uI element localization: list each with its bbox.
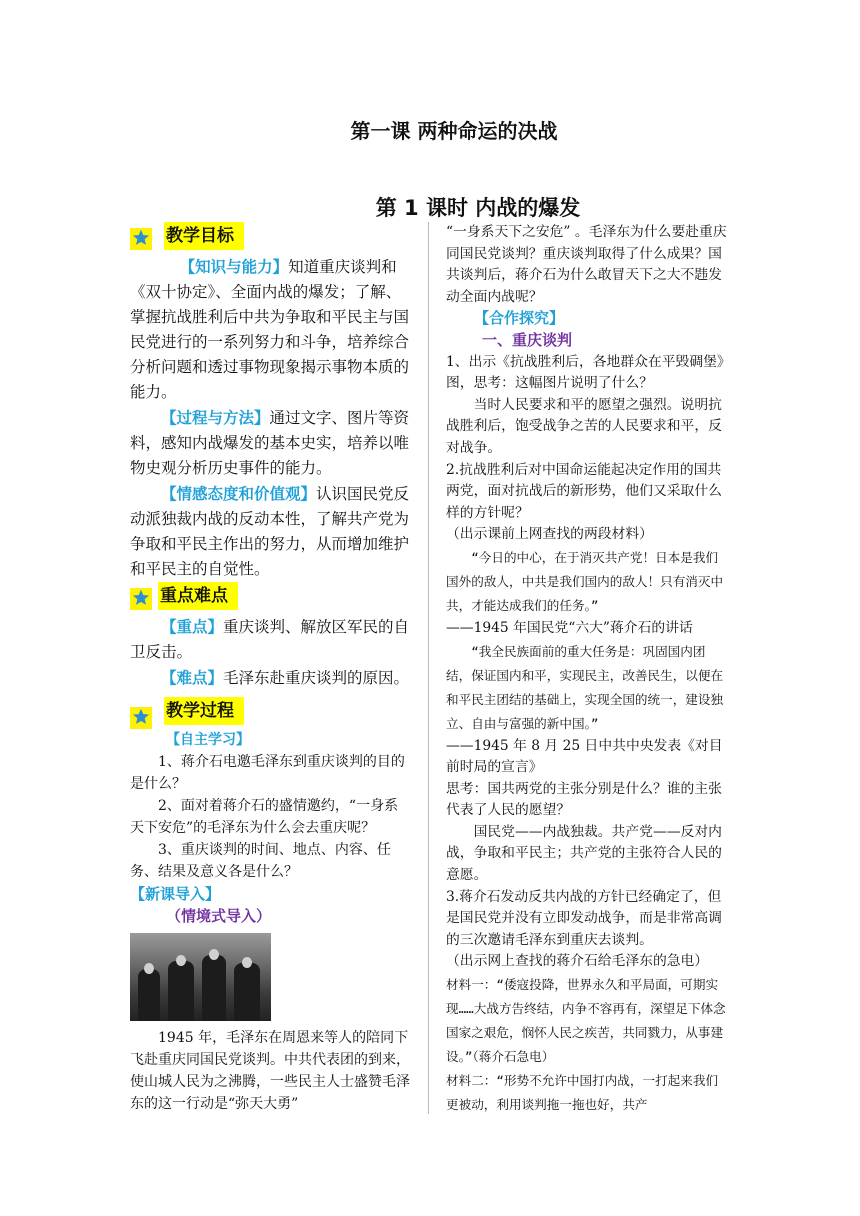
think-question: 思考：国共两党的主张分别是什么？谁的主张代表了人民的愿望？ [446,780,722,819]
self-study-label: 【自主学习】 [166,732,250,748]
intro-sub: （情境式导入） [166,907,272,925]
left-column [130,222,410,1115]
quote-2: “我全民族面前的重大任务是：巩固国内团结，保证国内和平，实现民主，改善民生，以便在和平民主团结的基础上，实现全国的统一，建设独立、自由与富强的新中国。” [446,643,724,731]
star-icon [130,707,152,729]
section1-heading: 一、重庆谈判 [482,330,573,349]
difficulty: 【难点】毛泽东赴重庆谈判的原因。 [161,668,410,687]
question-1: 1、出示《抗战胜利后，各地群众在平毁碉堡》图，思考：这幅图片说明了什么？ [446,353,724,392]
star-icon [130,228,152,250]
question-3: 3.蒋介石发动反共内战的方针已经确定了，但是国民党并没有立即发动战争，而是非常高调的三次邀请毛泽东到重庆去谈判。 [446,888,722,948]
answer-1: 当时人民要求和平的愿望之强烈。说明抗战胜利后，饱受战争之苦的人民要求和平，反对战争。 [446,396,722,456]
star-icon [130,588,152,610]
process-heading-text: 教学过程 [164,697,244,725]
intro-label: 【新课导入】 [130,885,221,903]
coop-label: 【合作探究】 [474,309,565,328]
intro-text: 1945 年，毛泽东在周恩来等人的陪同下飞赴重庆同国民党谈判。中共代表团的到来，使山城人民为之沸腾，一些民主人士盛赞毛泽东的这一行动是“弥天大勇” [130,1030,410,1112]
historical-photo [130,933,271,1021]
question-2-note: （出示课前上网查找的两段材料） [446,526,653,543]
material-1: 材料一：“倭寇投降，世界永久和平局面，可期实现……大战方告终结，内争不容再有，深望足下体念国家之艰危，悯怀人民之疾苦，共同戮力，从事建设。”（蒋介石急电） [446,977,726,1065]
quote-1-source: ——1945 年国民党“六大”蒋介石的讲话 [446,619,693,636]
question-3-note: （出示网上查找的蒋介石给毛泽东的急电） [446,953,709,970]
continued-text: “一身系天下之安危” 。毛泽东为什么要赴重庆同国民党谈判？重庆谈判取得了什么成果？国共谈判后，蒋介石为什么敢冒天下之大不韪发动全面内战呢？ [446,224,727,305]
quote-2-source: ——1945 年 8 月 25 日中共中央发表《对目前时局的宣言》 [446,737,723,776]
self-study-q1: 1、蒋介石电邀毛泽东到重庆谈判的目的是什么？ [130,754,405,792]
goals-heading [130,222,410,252]
self-study-q3: 3、重庆谈判的时间、地点、内容、任务、结果及意义各是什么？ [130,842,391,880]
key-heading-text: 重点难点 [158,582,238,610]
page-title: 第一课 两种命运的决战 [350,119,558,143]
column-divider [428,222,429,1114]
process-heading [130,697,410,727]
goal-attitude: 【情感态度和价值观】认识国民党反动派独裁内战的反动本性，了解共产党为争取和平民主作出的努力，从而增加维护和平民主的自觉性。 [130,484,410,578]
goals-heading-text: 教学目标 [164,222,244,250]
key-point: 【重点】重庆谈判、解放区军民的自卫反击。 [130,617,410,661]
goal-process: 【过程与方法】通过文字、图片等资料，感知内战爆发的基本史实，培养以唯物史观分析历史事件的能力。 [130,408,410,477]
goal-knowledge: 【知识与能力】知道重庆谈判和《双十协定》、全面内战的爆发；了解、掌握抗战胜利后中共为争取和平民主与国民党进行的一系列努力和斗争，培养综合分析问题和透过事物现象揭示事物本质的能力。 [130,257,410,401]
self-study-q2: 2、面对着蒋介石的盛情邀约，“一身系天下安危”的毛泽东为什么会去重庆呢？ [130,798,399,836]
think-answer: 国民党——内战独裁。共产党——反对内战，争取和平民主；共产党的主张符合人民的意愿。 [446,823,722,884]
material-2: 材料二：“形势不允许中国打内战，一打起来我们更被动，利用谈判拖一拖也好，共产 [446,1073,719,1113]
key-heading [130,582,410,612]
question-2: 2.抗战胜利后对中国命运能起决定作用的国共两党，面对抗战后的新形势，他们又采取什么样的方针呢？ [446,461,722,521]
lesson-subtitle: 第 1 课时 内战的爆发 [375,196,581,220]
quote-1: “今日的中心，在于消灭共产党！日本是我们国外的敌人，中共是我们国内的敌人！只有消灭中共，才能达成我们的任务。” [446,549,724,613]
right-column [446,222,728,1117]
